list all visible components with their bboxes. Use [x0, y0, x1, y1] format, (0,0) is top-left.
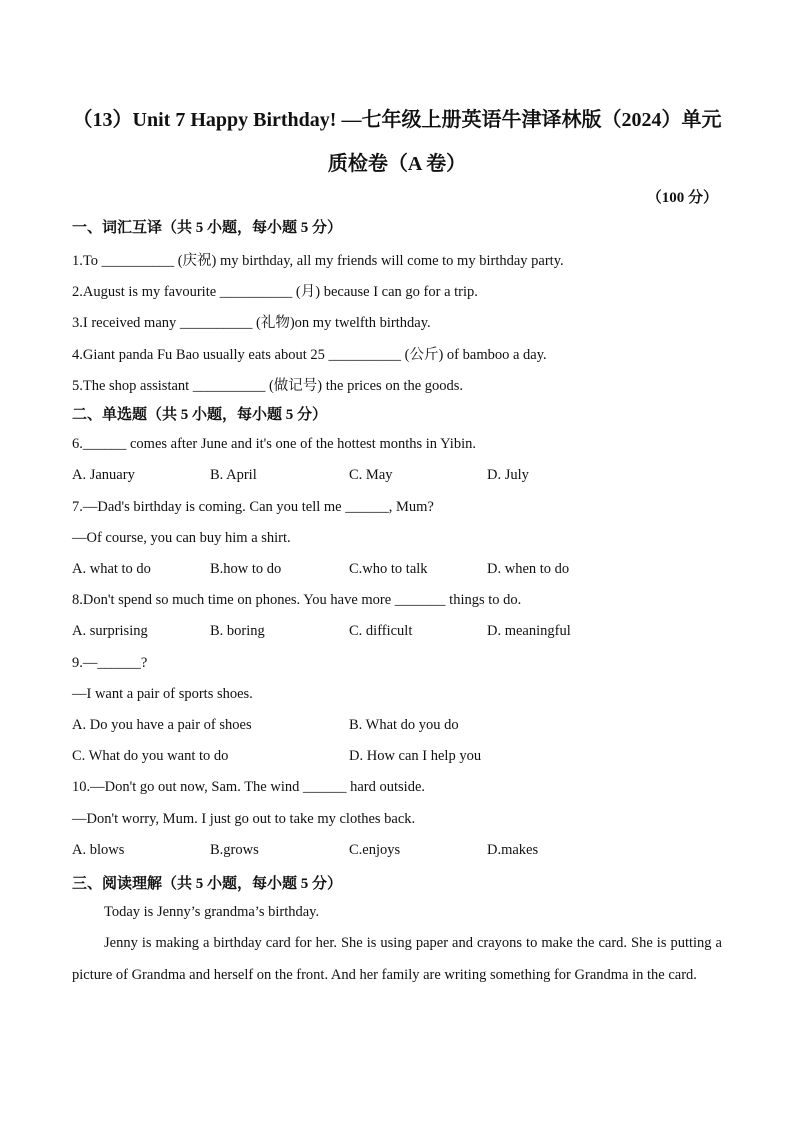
question-10: 10.—Don't go out now, Sam. The wind ______ hard outside.	[72, 779, 426, 795]
question-9: 9.—______?	[72, 655, 148, 671]
q8-option-d: D. meaningful	[487, 623, 571, 639]
q8-option-a: A. surprising	[72, 623, 148, 639]
section2-heading: 二、单选题（共 5 小题，每小题 5 分）	[72, 407, 328, 423]
section3-heading: 三、阅读理解（共 5 小题，每小题 5 分）	[72, 876, 343, 892]
q6-option-d: D. July	[487, 467, 529, 483]
q7-option-c: C.who to talk	[349, 561, 428, 577]
question-6: 6.______ comes after June and it's one of the hottest months in Yibin.	[72, 436, 476, 452]
q10-option-c: C.enjoys	[349, 842, 401, 858]
q9-option-c: C. What do you want to do	[72, 748, 229, 764]
q8-option-c: C. difficult	[349, 623, 413, 639]
q7-option-a: A. what to do	[72, 561, 151, 577]
q9-option-a: A. Do you have a pair of shoes	[72, 717, 252, 733]
q8-option-b: B. boring	[210, 623, 265, 639]
q7-option-d: D. when to do	[487, 561, 570, 577]
question-10-reply: —Don't worry, Mum. I just go out to take my clothes back.	[72, 811, 416, 827]
question-9-reply: —I want a pair of sports shoes.	[72, 686, 253, 702]
q6-option-a: A. January	[72, 467, 135, 483]
question-8: 8.Don't spend so much time on phones. You have more _______ things to do.	[72, 592, 522, 608]
question-4: 4.Giant panda Fu Bao usually eats about 25 __________ (公斤) of bamboo a day.	[72, 347, 547, 363]
question-2: 2.August is my favourite __________ (月) because I can go for a trip.	[72, 284, 478, 300]
q6-option-c: C. May	[349, 467, 393, 483]
document-title-line1: （13）Unit 7 Happy Birthday! —七年级上册英语牛津译林版（2024）单元	[72, 109, 722, 131]
total-score: （100 分）	[646, 190, 718, 206]
reading-paragraph-2: Jenny is making a birthday card for her. She is using paper and crayons to make the card. She is putting a picture of Grandma and herself on the front. And her family are writing something for Grandma in the card.	[72, 935, 722, 983]
q10-option-a: A. blows	[72, 842, 125, 858]
question-1: 1.To __________ (庆祝) my birthday, all my friends will come to my birthday party.	[72, 253, 564, 269]
q10-option-b: B.grows	[210, 842, 259, 858]
reading-paragraph-1: Today is Jenny’s grandma’s birthday.	[104, 904, 320, 920]
question-7-reply: —Of course, you can buy him a shirt.	[72, 530, 291, 546]
q6-option-b: B. April	[210, 467, 257, 483]
q9-option-b: B. What do you do	[349, 717, 459, 733]
q9-option-d: D. How can I help you	[349, 748, 482, 764]
q10-option-d: D.makes	[487, 842, 539, 858]
question-5: 5.The shop assistant __________ (做记号) the prices on the goods.	[72, 378, 464, 394]
q7-option-b: B.how to do	[210, 561, 282, 577]
document-title-line2: 质检卷（A 卷）	[327, 153, 467, 175]
question-3: 3.I received many __________ (礼物)on my twelfth birthday.	[72, 315, 431, 331]
section1-heading: 一、词汇互译（共 5 小题，每小题 5 分）	[72, 220, 343, 236]
question-7: 7.—Dad's birthday is coming. Can you tell me ______, Mum?	[72, 499, 434, 515]
